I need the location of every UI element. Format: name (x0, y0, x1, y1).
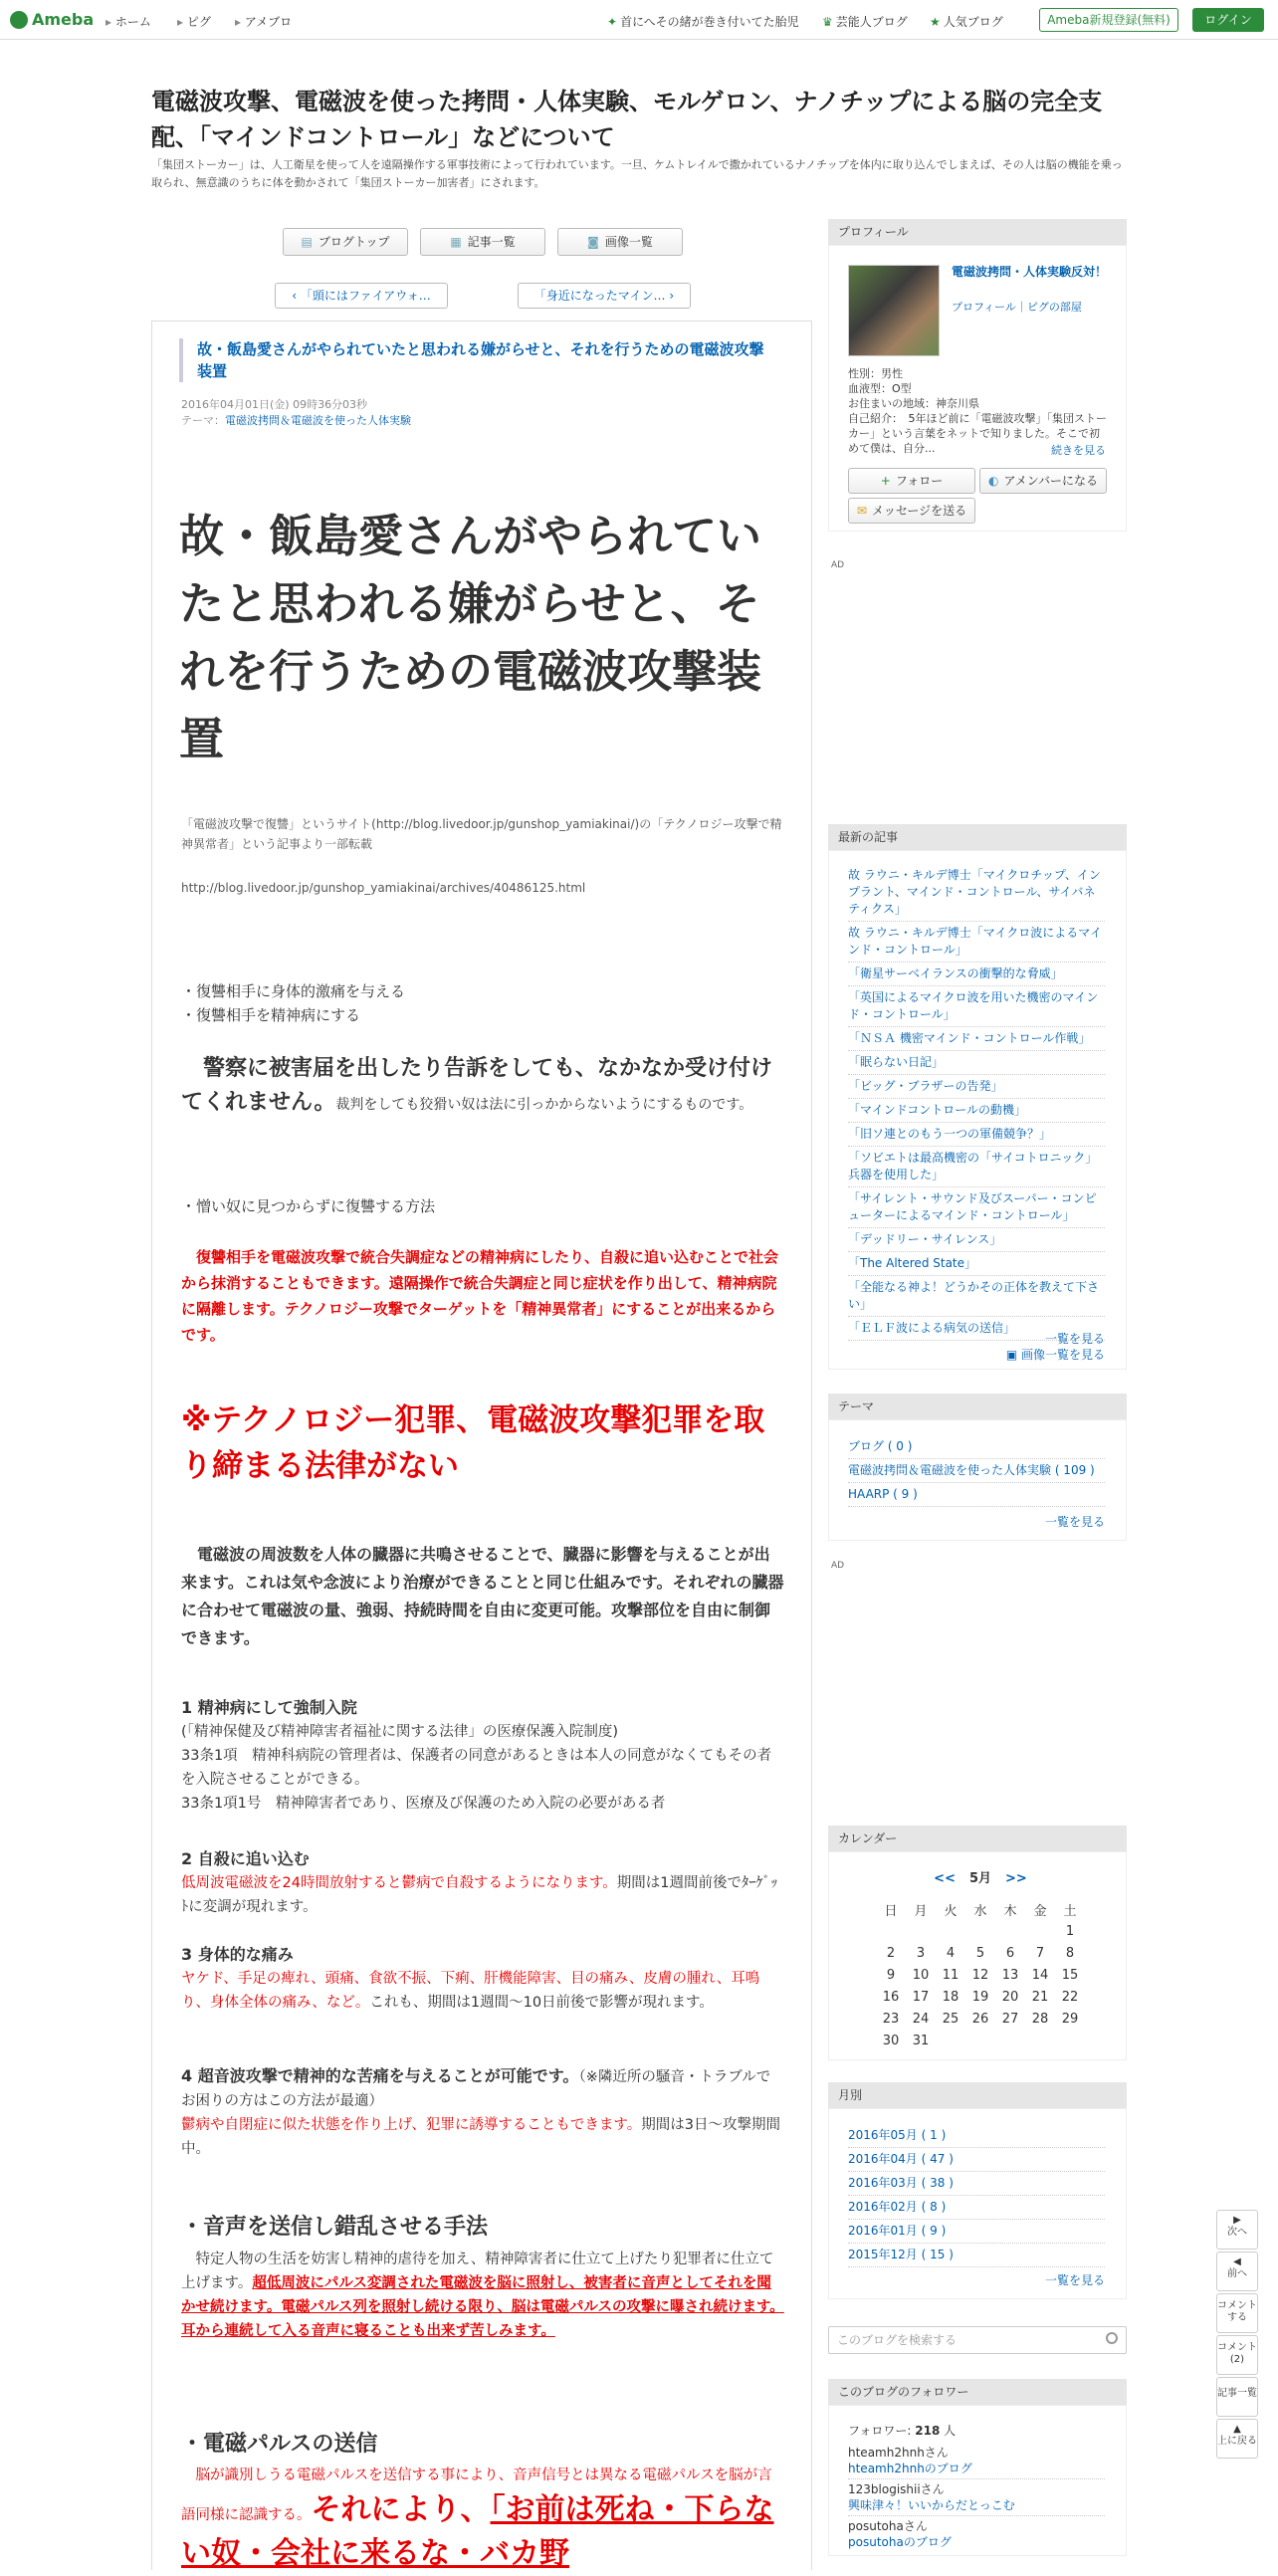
nav-popular-blog[interactable]: ★ 人気ブログ (930, 15, 1003, 29)
image-list-link[interactable]: ▣ 画像一覧を見る (1005, 1348, 1105, 1362)
recent-item[interactable]: 「ビッグ・ブラザーの告発」 (848, 1075, 1105, 1099)
nav-home[interactable]: ▸ ホーム (106, 13, 151, 30)
ameba-logo-icon (10, 11, 28, 29)
month-list (848, 2124, 1105, 2267)
pulse-heading: ・電磁パルスの送信 (181, 2432, 378, 2457)
calendar-grid: 日 月 火 水 木 金 土 1 2 3 4 5 6 7 8 9 10 11 12 13 14 15 16 17 18 19 20 21 22 23 24 25 26 27 28 29 30 31 (882, 1903, 1079, 2048)
month-heading: 月別 (828, 2082, 1127, 2108)
section-4: 4 超音波攻撃で精神的な苦痛を与えることが可能です。（※隣近所の騒音・トラブルでお困りの方はこの方法が最適） 鬱病や自閉症に似た状態を作り上げ、犯罪に誘導することもできます。期間は3日～攻撃期間中。 (181, 2066, 780, 2157)
arrow-up-icon: ▲ (1233, 2424, 1241, 2435)
section-2: 2 自殺に追い込む 低周波電磁波を24時間放射すると鬱病で自殺するようになります。期間は1週間前後でﾀｰｹﾞｯﾄに変調が現れます。 (181, 1847, 784, 1919)
follower-count: 218 (915, 2424, 941, 2438)
article-theme-link[interactable]: 電磁波拷問＆電磁波を使った人体実験 (225, 414, 411, 427)
recent-item[interactable]: 「衛星サーベイランスの衝撃的な脅威」 (848, 963, 1105, 986)
news-icon: ✦ (607, 15, 618, 29)
theme-more-link[interactable]: 一覧を見る (1044, 1515, 1105, 1529)
source-text: 「電磁波攻撃で復讐」というサイト(http://blog.livedoor.jp/gunshop_yamiakinai/)の「テクノロジー攻撃で精神異常者」という記事より一部転載 (181, 817, 782, 851)
chevron-right-icon: › (665, 289, 675, 303)
profile-avatar[interactable] (848, 265, 940, 356)
source-url: http://blog.livedoor.jp/gunshop_yamiakinai/archives/40486125.html (181, 881, 586, 895)
mail-icon: ✉ (856, 504, 867, 518)
recent-item[interactable]: 「ＮＳＡ 機密マインド・コントロール作戦」 (848, 1027, 1105, 1051)
global-header (0, 0, 1278, 40)
tab-article-list[interactable]: ▦ 記事一覧 (420, 228, 545, 256)
section-3-heading: 3 身体的な痛み (181, 1945, 294, 1964)
follower-item: hteamh2hnhさん hteamh2hnhのブログ (848, 2443, 1105, 2479)
month-item[interactable]: 2016年03月 ( 38 ) (848, 2172, 1105, 2196)
month-item[interactable]: 2016年04月 ( 47 ) (848, 2148, 1105, 2172)
recent-item[interactable]: 「デッドリー・サイレンス」 (848, 1228, 1105, 1252)
next-article-link[interactable]: 「身近になったマイン… › (518, 283, 691, 309)
star-icon: ★ (930, 15, 941, 29)
recent-item[interactable]: 「英国によるマイクロ波を用いた機密のマインド・コントロール」 (848, 986, 1105, 1027)
recent-item[interactable]: 「ＥＬＦ波による病気の送信」 (848, 1317, 1105, 1341)
hated-heading: ・憎い奴に見つからずに復讐する方法 (181, 1197, 436, 1215)
ad-label: AD (831, 1561, 845, 1571)
plus-icon: + (880, 474, 891, 488)
back-icon: ◀ (1233, 2256, 1241, 2267)
frequency-paragraph: 電磁波の周波数を人体の臓器に共鳴させることで、臓器に影響を与えることが出来ます。これは気や念波により治療ができることと同じ仕組みです。それぞれの臓器に合わせて電磁波の量、強弱、持続時間を自由に変更可能。攻撃部位を自由に制御できます。 (181, 1545, 784, 1647)
recent-item[interactable]: 「The Altered State」 (848, 1252, 1105, 1276)
nav-ameblo[interactable]: ▸ アメブロ (235, 13, 292, 30)
article-header (179, 338, 776, 382)
nav-news[interactable]: ✦ 首にへその緒が巻き付いてた胎児 (607, 15, 799, 29)
blog-description: 「集団ストーカー」は、人工衛星を使って人を遠隔操作する軍事技術によって行われています。一旦、ケムトレイルで撒かれているナノチップを体内に取り込んでしまえば、その人は脳の機能を乗っ取られ、無意識のうちに体を動かされて「集団ストーカー加害者」にされます。 (151, 158, 1123, 189)
message-button[interactable]: ✉ メッセージを送る (848, 498, 975, 524)
theme-item[interactable]: ブログ ( 0 ) (848, 1435, 1105, 1459)
follow-button[interactable]: + フォロー (848, 468, 975, 494)
calendar-heading: カレンダー (828, 1825, 1127, 1851)
tab-blog-top[interactable]: ▤ ブログトップ (283, 228, 408, 256)
recent-heading: 最新の記事 (828, 824, 1127, 850)
recent-item[interactable]: 故 ラウニ・キルデ博士「マイクロ波によるマインド・コントロール」 (848, 922, 1105, 963)
theme-item[interactable]: HAARP ( 9 ) (848, 1483, 1105, 1507)
red-paragraph: 復讐相手を電磁波攻撃で統合失調症などの精神病にしたり、自殺に追い込むことで社会から抹消することもできます。遠隔操作で統合失調症と同じ症状を作り出して、精神病院に隔離します。テクノロジー攻撃でターゲットを「精神異常者」にすることが出来るからです。 (181, 1248, 779, 1344)
pulse-paragraph: 脳が識別しうる電磁パルスを送信する事により、音声信号とは異なる電磁パルスを脳が言語同様に認識する。それにより、「お前は死ね・下らない奴・会社に来るな・バカ野 (181, 2468, 774, 2571)
amember-button[interactable]: ◐ アメンバーになる (979, 468, 1107, 494)
calendar-prev[interactable]: << (934, 1871, 956, 1886)
chevron-left-icon: ‹ (292, 289, 301, 303)
police-paragraph: 警察に被害届を出したり告訴をしても、なかなか受け付けてくれません。裁判をしても狡猾い奴は法に引っかからないようにするものです。 (181, 1056, 773, 1115)
profile-more-link[interactable]: 続きを見る (1051, 444, 1106, 457)
month-item[interactable]: 2016年01月 ( 9 ) (848, 2220, 1105, 2244)
crime-heading: ※テクノロジー犯罪、電磁波攻撃犯罪を取り締まる法律がない (181, 1402, 765, 1484)
voice-heading: ・音声を送信し錯乱させる手法 (181, 2215, 489, 2240)
to-top-button[interactable]: ▲ 上に戻る (1216, 2419, 1258, 2459)
calendar-month: 5月 (968, 1871, 992, 1886)
section-1: 1 精神病にして強制入院 (「精神保健及び精神障害者福祉に関する法律」の医療保護入院制度) 33条1項 精神科病院の管理者は、保護者の同意があるときは本人の同意がなくてもその者を入院させることができる。 33条1項1号 精神障害者であり、医療及び保護のため入院の必要がある者 (181, 1696, 784, 1816)
recent-item[interactable]: 「旧ソ連とのもう一つの軍備競争？」 (848, 1123, 1105, 1147)
recent-item[interactable]: 「マインドコントロールの動機」 (848, 1099, 1105, 1123)
section-2-heading: 2 自殺に追い込む (181, 1849, 310, 1868)
prev-button[interactable]: ◀ 前へ (1216, 2252, 1258, 2291)
calendar-next[interactable]: >> (1005, 1871, 1027, 1886)
section-1-heading: 1 精神病にして強制入院 (181, 1698, 357, 1717)
crown-icon: ♛ (822, 15, 833, 29)
list-icon: ▦ (450, 235, 462, 249)
recent-item[interactable]: 故 ラウニ・キルデ博士「マイクロチップ、インプラント、マインド・コントロール、サイバネティクス」 (848, 864, 1105, 922)
recent-more-link[interactable]: 一覧を見る (1044, 1332, 1105, 1346)
prev-article-link[interactable]: ‹ 「頭にはファイアウォ… (275, 283, 448, 309)
theme-item[interactable]: 電磁波拷問＆電磁波を使った人体実験 ( 109 ) (848, 1459, 1105, 1483)
home-icon: ▤ (301, 235, 313, 249)
recent-item[interactable]: 「サイレント・サウンド及びスーパー・コンピューターによるマインド・コントロール」 (848, 1187, 1105, 1228)
profile-links[interactable]: プロフィール｜ピグの部屋 (952, 301, 1082, 314)
recent-item[interactable]: 「全能なる神よ！どうかその正体を教えて下さい」 (848, 1276, 1105, 1317)
profile-name[interactable]: 電磁波拷問・人体実験反対！ (952, 265, 1108, 279)
follower-item: posutohaさん posutohaのブログ (848, 2519, 952, 2549)
voice-paragraph: 特定人物の生活を妨害し精神的虐待を加え、精神障害者に仕立て上げたり犯罪者に仕立て上げます。超低周波にパルス変調された電磁波を脳に照射し、被害者に音声としてそれを聞かせ続けます。電磁パルス列を照射し続ける限り、脳は電磁パルスの攻撃に曝され続けます。耳から連続して入る音声に寝ることも出来ず苦しみます。 (181, 2252, 784, 2339)
theme-list (848, 1435, 1105, 1507)
play-icon: ▶ (1233, 2215, 1241, 2226)
followers-heading: このブログのフォロワー (828, 2379, 1127, 2405)
camera-icon: ◙ (587, 235, 599, 249)
article-list-button[interactable]: 記事一覧 (1216, 2377, 1258, 2417)
login-button[interactable]: ログイン (1192, 8, 1264, 32)
image-icon: ▣ (1005, 1348, 1021, 1362)
theme-heading: テーマ (828, 1394, 1127, 1419)
blog-title[interactable]: 電磁波攻撃、電磁波を使った拷問・人体実験、モルゲロン、ナノチップによる脳の完全支配、「マインドコントロール」などについて (151, 88, 1103, 151)
section-3: 3 身体的な痛み ヤケド、手足の痺れ、頭痛、食欲不振、下痢、肝機能障害、目の痛み、皮膚の腫れ、耳鳴り、身体全体の痛み、など。これも、期間は1週間～10日前後で影響が現れます。 (181, 1943, 784, 2015)
follower-item: 123blogishiiさん 興味津々！いいからだとっこむ (848, 2479, 1105, 2516)
register-button[interactable]: Ameba新規登録(無料) (1039, 8, 1178, 32)
ad-label: AD (831, 560, 845, 570)
list-item: ・復讐相手を精神病にする (181, 1006, 361, 1024)
comments-count-button[interactable]: コメント(2) (1216, 2335, 1258, 2375)
month-item[interactable]: 2016年02月 ( 8 ) (848, 2196, 1105, 2220)
search-icon[interactable] (1106, 2332, 1118, 2344)
recent-item[interactable]: 「眠らない日記」 (848, 1051, 1105, 1075)
tab-image-list[interactable]: ◙ 画像一覧 (557, 228, 683, 256)
profile-heading: プロフィール (828, 219, 1127, 245)
followers-list: フォロワー: 218 人 hteamh2hnhさん hteamh2hnhのブログ 123blogishiiさん 興味津々！いいからだとっこむ posutohaさん posutohaのブログ (848, 2423, 1105, 2552)
amember-icon: ◐ (988, 474, 999, 488)
profile-info: 性別：男性 血液型：O型 お住まいの地域：神奈川県 自己紹介： 5年ほど前に「電磁波攻撃」「集団ストーカー」という言葉をネットで知りました。そこで初めて僕は、自分... (848, 367, 1107, 455)
comment-button[interactable]: コメントする (1216, 2293, 1258, 2333)
recent-list (848, 864, 1105, 1341)
ameba-logo[interactable]: Ameba (10, 9, 94, 29)
nav-celeb-blog[interactable]: ♛ 芸能人ブログ (822, 15, 908, 29)
article-title[interactable]: 故・飯島愛さんがやられていたと思われる嫌がらせと、それを行うための電磁波攻撃装置 (197, 340, 764, 380)
article-date: 2016年04月01日(金) 09時36分03秒 (181, 398, 368, 411)
calendar (876, 1867, 1085, 2051)
blog-search-input[interactable]: このブログを検索する (828, 2326, 1127, 2354)
article-heading: 故・飯島愛さんがやられていたと思われる嫌がらせと、それを行うための電磁波攻撃装置 (179, 510, 762, 765)
article-theme: テーマ：電磁波拷問＆電磁波を使った人体実験 (181, 414, 411, 427)
recent-item[interactable]: 「ソビエトは最高機密の「サイコトロニック」兵器を使用した」 (848, 1147, 1105, 1187)
list-item: ・復讐相手に身体的激痛を与える (181, 982, 406, 1000)
month-item[interactable]: 2015年12月 ( 15 ) (848, 2244, 1105, 2267)
month-item[interactable]: 2016年05月 ( 1 ) (848, 2124, 1105, 2148)
next-button[interactable]: ▶ 次へ (1216, 2210, 1258, 2250)
nav-pigg[interactable]: ▸ ピグ (177, 13, 211, 30)
month-more-link[interactable]: 一覧を見る (1044, 2273, 1105, 2287)
